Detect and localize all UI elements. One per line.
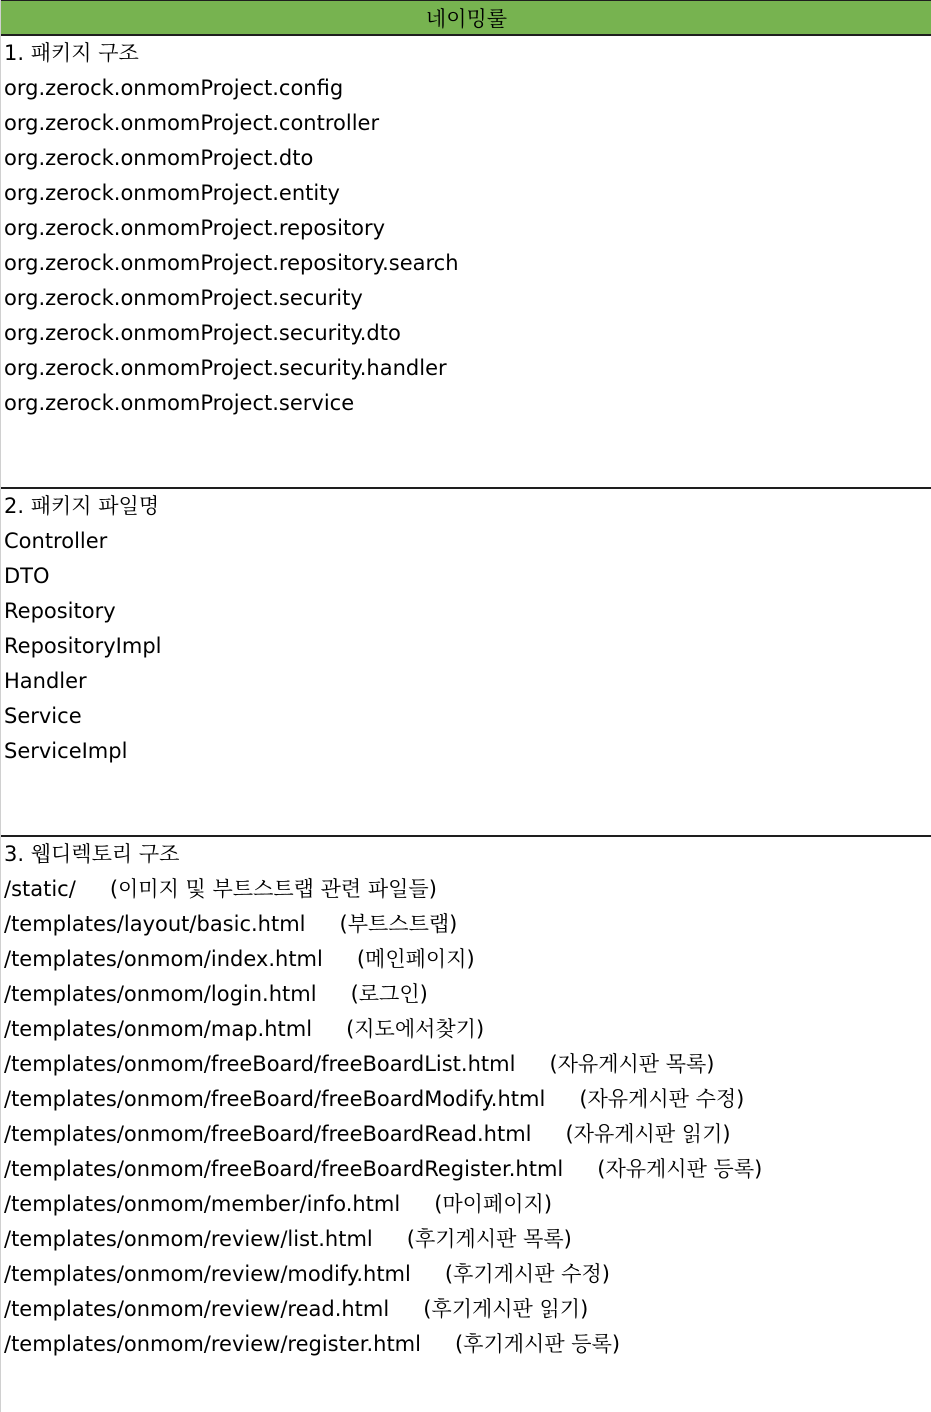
- package-line: org.zerock.onmomProject.security.dto: [4, 321, 401, 345]
- package-line: org.zerock.onmomProject.repository.search: [4, 251, 459, 275]
- section-package-file-names[interactable]: [1, 489, 931, 837]
- directory-path: /templates/onmom/review/register.html: [4, 1332, 421, 1356]
- package-line: org.zerock.onmomProject.service: [4, 391, 355, 415]
- directory-entry: [4, 1257, 610, 1292]
- section-web-directory-structure[interactable]: [1, 837, 931, 1412]
- directory-path: /templates/onmom/review/read.html: [4, 1297, 390, 1321]
- directory-path: /templates/onmom/login.html: [4, 982, 317, 1006]
- directory-note: (메인페이지): [356, 947, 475, 971]
- title-text: 네이밍룰: [425, 6, 508, 31]
- directory-note: (자유게시판 등록): [597, 1157, 763, 1181]
- directory-path: /templates/onmom/freeBoard/freeBoardRead.html: [4, 1122, 532, 1146]
- directory-note: (자유게시판 수정): [579, 1087, 745, 1111]
- directory-path: /templates/onmom/freeBoard/freeBoardModify.html: [4, 1087, 546, 1111]
- directory-path: /templates/onmom/member/info.html: [4, 1192, 401, 1216]
- package-line: org.zerock.onmomProject.config: [4, 76, 344, 100]
- directory-path: /templates/onmom/index.html: [4, 947, 323, 971]
- directory-entry: [4, 977, 428, 1012]
- file-name-line: Service: [4, 704, 82, 728]
- package-line: org.zerock.onmomProject.security: [4, 286, 363, 310]
- file-name-line: RepositoryImpl: [4, 634, 162, 658]
- directory-entry: [4, 1047, 715, 1082]
- file-name-line: ServiceImpl: [4, 739, 128, 763]
- directory-note: (지도에서찾기): [346, 1017, 485, 1041]
- package-line: org.zerock.onmomProject.controller: [4, 111, 380, 135]
- directory-path: /templates/onmom/map.html: [4, 1017, 313, 1041]
- section-heading: 1. 패키지 구조: [4, 41, 139, 65]
- directory-entry: [4, 1187, 552, 1222]
- package-line: org.zerock.onmomProject.security.handler: [4, 356, 447, 380]
- package-line: org.zerock.onmomProject.entity: [4, 181, 340, 205]
- section-heading: 2. 패키지 파일명: [4, 494, 160, 518]
- directory-path: /templates/onmom/freeBoard/freeBoardList.html: [4, 1052, 516, 1076]
- directory-entry: [4, 872, 437, 907]
- directory-note: (후기게시판 수정): [444, 1262, 610, 1286]
- directory-entry: [4, 1327, 620, 1362]
- directory-entry: [4, 942, 475, 977]
- package-line: org.zerock.onmomProject.repository: [4, 216, 386, 240]
- section-heading: 3. 웹디렉토리 구조: [4, 842, 180, 866]
- directory-path: /templates/onmom/freeBoard/freeBoardRegister.html: [4, 1157, 564, 1181]
- directory-note: (자유게시판 목록): [549, 1052, 715, 1076]
- package-line: org.zerock.onmomProject.dto: [4, 146, 314, 170]
- directory-entry: [4, 1152, 762, 1187]
- directory-note: (후기게시판 목록): [406, 1227, 572, 1251]
- directory-path: /static/: [4, 877, 76, 901]
- file-name-line: Repository: [4, 599, 116, 623]
- directory-note: (로그인): [350, 982, 428, 1006]
- title-bar[interactable]: [1, 0, 931, 36]
- directory-entry: [4, 1222, 572, 1257]
- directory-path: /templates/onmom/review/modify.html: [4, 1262, 411, 1286]
- file-name-line: DTO: [4, 564, 50, 588]
- directory-entry: [4, 907, 457, 942]
- directory-entry: [4, 1117, 731, 1152]
- directory-entry: [4, 1082, 744, 1117]
- directory-note: (부트스트랩): [339, 912, 458, 936]
- directory-note: (후기게시판 등록): [454, 1332, 621, 1356]
- file-name-line: Controller: [4, 529, 108, 553]
- section-package-structure[interactable]: [1, 36, 931, 489]
- directory-path: /templates/layout/basic.html: [4, 912, 306, 936]
- file-name-line: Handler: [4, 669, 87, 693]
- directory-entry: [4, 1012, 484, 1047]
- directory-note: (자유게시판 읽기): [565, 1122, 731, 1146]
- directory-note: (후기게시판 읽기): [423, 1297, 589, 1321]
- directory-entry: [4, 1292, 588, 1327]
- directory-note: (이미지 및 부트스트랩 관련 파일들): [109, 877, 437, 901]
- directory-note: (마이페이지): [434, 1192, 553, 1216]
- directory-path: /templates/onmom/review/list.html: [4, 1227, 373, 1251]
